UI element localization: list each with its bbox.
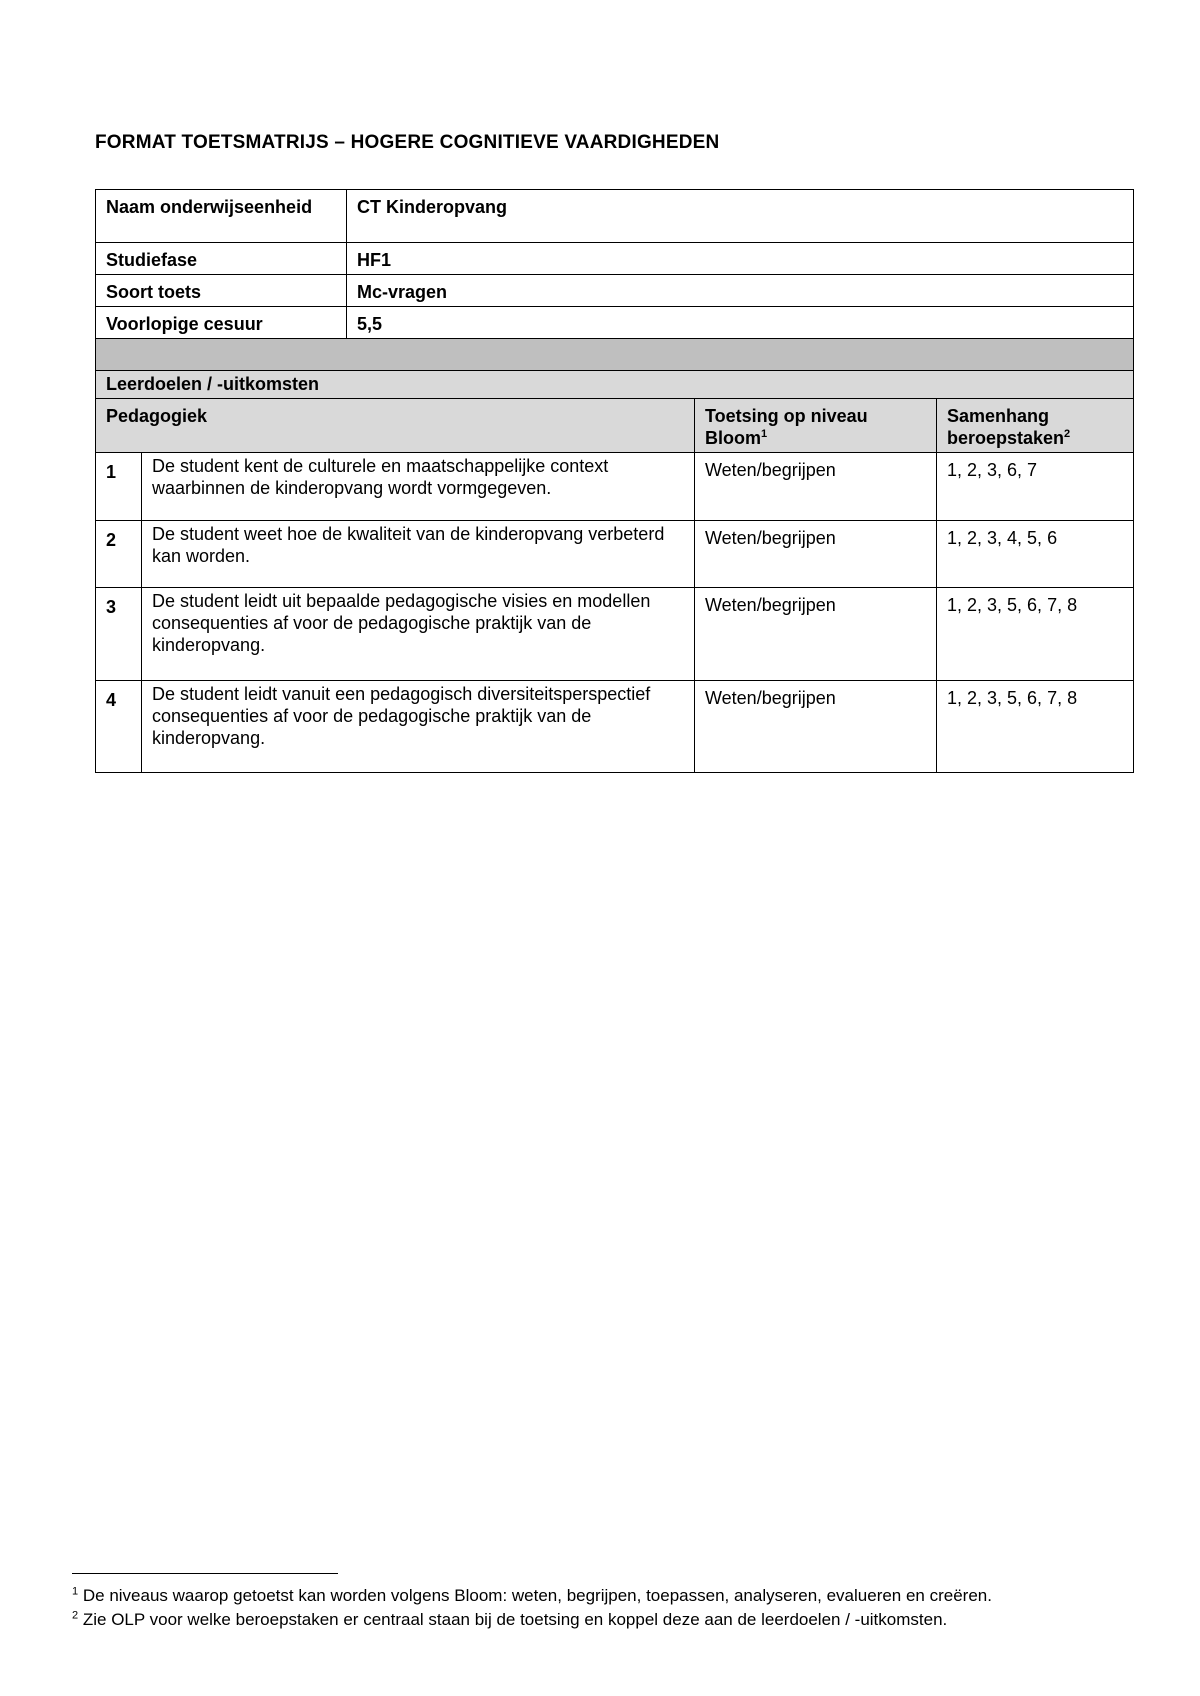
bloom-level: Weten/begrijpen — [695, 453, 937, 521]
footnote — [72, 1608, 992, 1632]
footnote — [72, 1584, 992, 1608]
section-header: Leerdoelen / -uitkomsten — [96, 371, 1134, 399]
learning-goal: De student leidt vanuit een pedagogisch diversiteitsperspectief consequenties af voor de pedagogische praktijk van de kinderopvang. — [142, 681, 695, 773]
learning-goal: De student kent de culturele en maatschappelijke context waarbinnen de kinderopvang wordt vormgegeven. — [142, 453, 695, 521]
document-title: FORMAT TOETSMATRIJS – HOGERE COGNITIEVE VAARDIGHEDEN — [95, 132, 720, 153]
test-matrix-table — [95, 189, 1134, 773]
gray-spacer — [96, 339, 1134, 371]
info-row — [96, 190, 1134, 243]
table-row — [96, 453, 1134, 521]
info-value: HF1 — [347, 243, 1134, 275]
row-number: 3 — [96, 588, 142, 681]
learning-goal: De student weet hoe de kwaliteit van de kinderopvang verbeterd kan worden. — [142, 521, 695, 588]
gray-spacer-row — [96, 339, 1134, 371]
info-label: Voorlopige cesuur — [96, 307, 347, 339]
info-row — [96, 307, 1134, 339]
info-row — [96, 275, 1134, 307]
column-header-subject: Pedagogiek — [96, 399, 695, 453]
bloom-level: Weten/begrijpen — [695, 588, 937, 681]
column-header-bloom — [695, 399, 937, 453]
footnote-mark: 1 — [72, 1585, 79, 1598]
table-row — [96, 681, 1134, 773]
footnote-mark: 2 — [72, 1609, 79, 1622]
table-row — [96, 588, 1134, 681]
column-header-tasks-text: Samenhang beroepstaken — [947, 406, 1065, 448]
info-value: CT Kinderopvang — [347, 190, 1134, 243]
info-label: Studiefase — [96, 243, 347, 275]
footnotes — [72, 1584, 992, 1632]
footnote-ref: 2 — [1064, 428, 1071, 440]
footnote-text: De niveaus waarop getoetst kan worden volgens Bloom: weten, begrijpen, toepassen, analyseren, evalueren en creëren. — [82, 1586, 992, 1605]
footnote-separator — [72, 1573, 338, 1574]
column-header-tasks — [937, 399, 1134, 453]
row-number: 4 — [96, 681, 142, 773]
professional-tasks: 1, 2, 3, 5, 6, 7, 8 — [937, 681, 1134, 773]
section-header-row — [96, 371, 1134, 399]
bloom-level: Weten/begrijpen — [695, 521, 937, 588]
row-number: 2 — [96, 521, 142, 588]
professional-tasks: 1, 2, 3, 6, 7 — [937, 453, 1134, 521]
learning-goal: De student leidt uit bepaalde pedagogische visies en modellen consequenties af voor de pedagogische praktijk van de kinderopvang. — [142, 588, 695, 681]
info-value: 5,5 — [347, 307, 1134, 339]
column-header-row — [96, 399, 1134, 453]
info-value: Mc-vragen — [347, 275, 1134, 307]
professional-tasks: 1, 2, 3, 4, 5, 6 — [937, 521, 1134, 588]
info-row — [96, 243, 1134, 275]
bloom-level: Weten/begrijpen — [695, 681, 937, 773]
row-number: 1 — [96, 453, 142, 521]
professional-tasks: 1, 2, 3, 5, 6, 7, 8 — [937, 588, 1134, 681]
table-row — [96, 521, 1134, 588]
info-label: Soort toets — [96, 275, 347, 307]
column-header-bloom-text: Toetsing op niveau Bloom — [705, 406, 868, 448]
info-label: Naam onderwijseenheid — [96, 190, 347, 243]
footnote-ref: 1 — [761, 428, 768, 440]
footnote-text: Zie OLP voor welke beroepstaken er centraal staan bij de toetsing en koppel deze aan de leerdoelen / -uitkomsten. — [82, 1610, 948, 1629]
